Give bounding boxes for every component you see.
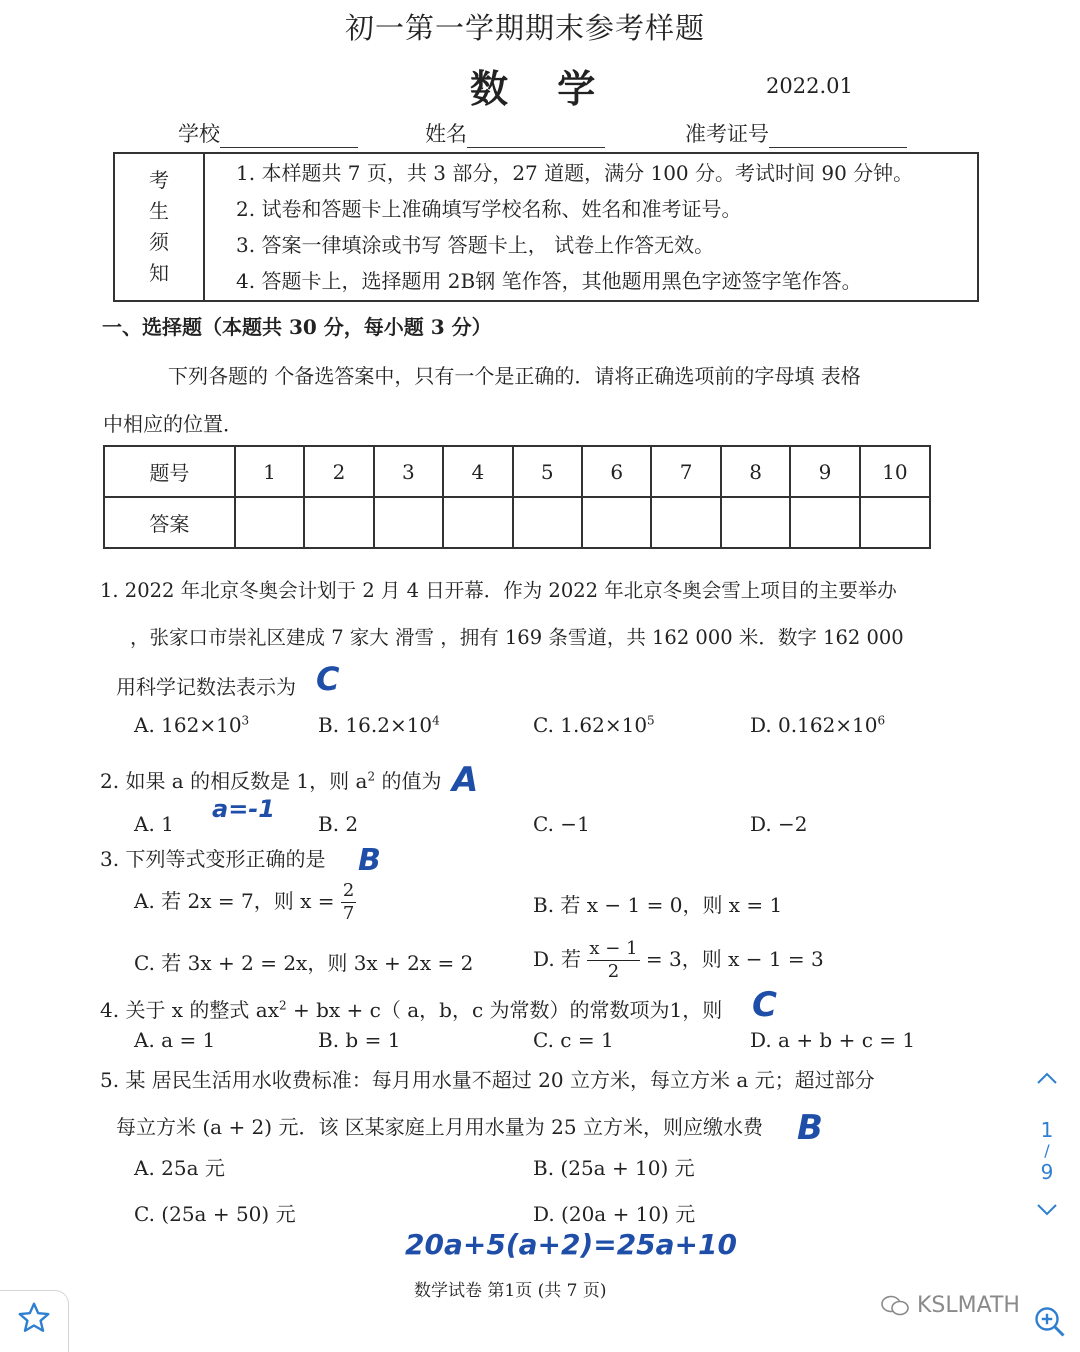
- question-number-cell: 3: [374, 446, 443, 497]
- page-footer: 数学试卷 第1页 (共 7 页): [414, 1281, 607, 1301]
- school-blank: [220, 129, 358, 148]
- zoom-in-button[interactable]: [1022, 1296, 1080, 1351]
- answer-cell: [582, 497, 651, 548]
- answer-cell: [513, 497, 582, 548]
- school-label: 学校: [178, 122, 220, 146]
- notice-item: 4. 答题卡上，选择题用 2B钢 笔作答，其他题用黑色字迹签字笔作答。: [236, 269, 862, 293]
- answer-cell: [721, 497, 790, 548]
- chevron-up-icon: [1036, 1071, 1058, 1085]
- handwritten-answer-3: B: [358, 843, 381, 878]
- page-navigator: [1030, 1070, 1064, 1236]
- notice-item: 1. 本样题共 7 页，共 3 部分，27 道题，满分 100 分。考试时间 90 分钟。: [236, 161, 914, 185]
- handwritten-answer-4: C: [752, 985, 777, 1025]
- id-field: [685, 118, 907, 148]
- answer-table: [103, 445, 931, 549]
- question-number-cell: 5: [513, 446, 582, 497]
- notice-item: 2. 试卷和答题卡上准确填写学校名称、姓名和准考证号。: [236, 197, 742, 221]
- next-page-button[interactable]: [1030, 1202, 1064, 1236]
- previous-page-button[interactable]: [1030, 1070, 1064, 1104]
- q2-option-b: B. 2: [318, 812, 359, 836]
- q5-option-d: D. (20a + 10) 元: [533, 1202, 696, 1226]
- exam-title: 初一第一学期期末参考样题: [345, 11, 706, 45]
- name-field: [425, 118, 605, 148]
- q5-option-b: B. (25a + 10) 元: [533, 1156, 695, 1180]
- watermark-text: KSLMATH: [917, 1293, 1020, 1318]
- answer-cell: [651, 497, 720, 548]
- question-number-cell: 1: [235, 446, 304, 497]
- q4-option-d: D. a + b + c = 1: [750, 1028, 916, 1052]
- q2-option-d: D. −2: [750, 812, 808, 836]
- section-intro-cont: 中相应的位置．: [103, 412, 243, 436]
- question-number-cell: 4: [443, 446, 512, 497]
- watermark: [880, 1293, 1020, 1318]
- question-2-stem: 2. 如果 a 的相反数是 1，则 $a^2$ 的值为: [100, 769, 442, 793]
- question-5-line2: 每立方米 (a + 2) 元．该 区某家庭上月用水量为 25 立方米，则应缴水费: [116, 1115, 763, 1139]
- q3-option-a: A. 若 2x = 7，则 x = $\frac{2}{7}$: [134, 880, 355, 924]
- current-page-number: 1: [1040, 1118, 1054, 1142]
- question-number-cell: 6: [582, 446, 651, 497]
- q4-option-b: B. b = 1: [318, 1028, 401, 1052]
- question-1-line1: 1. 2022 年北京冬奥会计划于 2 月 4 日开幕．作为 2022 年北京冬奥会雪上项目的主要举办: [100, 579, 897, 602]
- total-page-count: 9: [1040, 1160, 1054, 1184]
- answer-cell: [443, 497, 512, 548]
- fraction: $\frac{x - 1}{2}$: [589, 938, 638, 982]
- question-number-cell: 2: [304, 446, 373, 497]
- page-separator: /: [1044, 1141, 1050, 1160]
- id-blank: [769, 129, 907, 148]
- section-title: 一、选择题（本题共 30 分，每小题 3 分）: [102, 315, 492, 339]
- section-intro: 下列各题的 个备选答案中，只有一个是正确的．请将正确选项前的字母填 表格: [168, 364, 861, 388]
- answer-header: 答案: [104, 497, 235, 548]
- q1-option-d: D. $0.162\times 10^6$: [750, 713, 886, 737]
- question-3-stem: 3. 下列等式变形正确的是: [100, 847, 326, 871]
- answer-cell: [860, 497, 930, 548]
- chevron-down-icon: [1036, 1203, 1058, 1217]
- q1-option-c: C. $1.62\times 10^5$: [533, 713, 655, 737]
- handwritten-answer-1: C: [316, 660, 340, 698]
- answer-cell: [304, 497, 373, 548]
- notice-items: [204, 153, 978, 301]
- exam-date: 2022.01: [766, 74, 853, 98]
- subject-title: 数 学: [470, 66, 614, 111]
- question-1-line2: ，张家口市崇礼区建成 7 家大 滑雪 ，拥有 169 条雪道，共 162 000 米．数字 162 000: [130, 626, 904, 649]
- q1-option-a: A. $162\times 10^3$: [134, 713, 250, 737]
- q4-option-a: A. a = 1: [134, 1028, 216, 1052]
- fraction: $\frac{2}{7}$: [342, 880, 355, 924]
- table-row: [104, 446, 930, 497]
- q5-option-a: A. 25a 元: [134, 1156, 225, 1180]
- name-label: 姓名: [425, 122, 467, 146]
- question-number-cell: 8: [721, 446, 790, 497]
- question-number-cell: 7: [651, 446, 720, 497]
- id-label: 准考证号: [685, 122, 769, 146]
- handwritten-answer-5: B: [797, 1108, 823, 1148]
- q4-option-c: C. c = 1: [533, 1028, 614, 1052]
- notice-heading: 考 生 须 知: [114, 153, 204, 301]
- school-field: [178, 118, 358, 148]
- q3-option-d: D. 若 $\frac{x - 1}{2}$ = 3，则 x − 1 = 3: [533, 938, 824, 982]
- answer-cell: [374, 497, 443, 548]
- handwritten-note-2: a=-1: [212, 795, 275, 823]
- question-5-line1: 5. 某 居民生活用水收费标准：每月用水量不超过 20 立方米，每立方米 a 元；超过部分: [100, 1068, 875, 1092]
- favorite-button[interactable]: [0, 1290, 69, 1352]
- q2-option-a: A. 1: [134, 812, 174, 836]
- handwritten-work-5: 20a+5(a+2)=25a+10: [405, 1228, 737, 1261]
- star-icon: [16, 1300, 52, 1336]
- table-row: [104, 497, 930, 548]
- zoom-in-icon: [1032, 1304, 1068, 1340]
- q3-option-b: B. 若 x − 1 = 0，则 x = 1: [533, 893, 783, 917]
- question-4-stem: 4. 关于 x 的整式 $ax^2$ + bx + c（ a，b，c 为常数）的常数项为1，则: [100, 998, 723, 1022]
- q5-option-c: C. (25a + 50) 元: [134, 1202, 296, 1226]
- q2-option-c: C. −1: [533, 812, 590, 836]
- question-number-cell: 9: [790, 446, 859, 497]
- q3-option-c: C. 若 3x + 2 = 2x，则 3x + 2x = 2: [134, 951, 474, 975]
- name-blank: [467, 129, 605, 148]
- question-number-header: 题号: [104, 446, 235, 497]
- answer-cell: [790, 497, 859, 548]
- handwritten-answer-2: A: [452, 760, 479, 800]
- answer-cell: [235, 497, 304, 548]
- wechat-icon: [880, 1294, 910, 1318]
- notice-item: 3. 答案一律填涂或书写 答题卡上， 试卷上作答无效。: [236, 233, 715, 257]
- question-number-cell: 10: [860, 446, 930, 497]
- q1-option-b: B. $16.2\times 10^4$: [318, 713, 440, 737]
- exam-notice-box: [113, 152, 979, 302]
- question-1-line3: 用科学记数法表示为: [116, 675, 296, 699]
